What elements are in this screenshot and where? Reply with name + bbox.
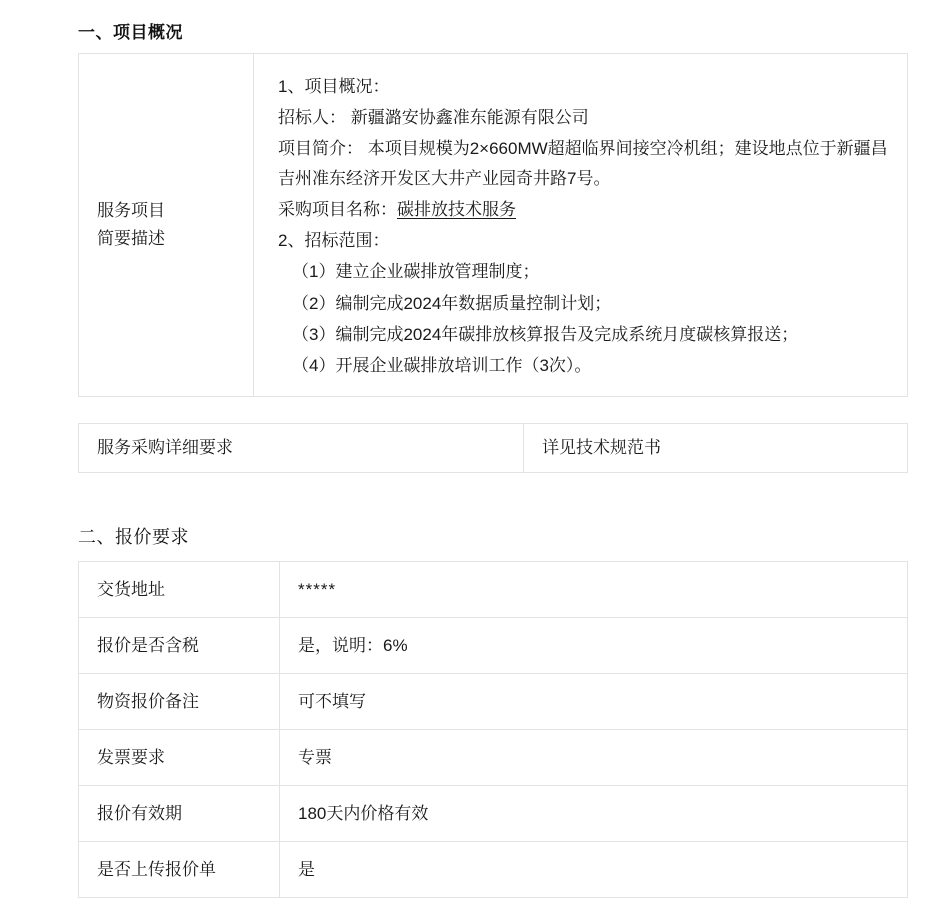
- procurement-label: 采购项目名称：: [278, 199, 397, 219]
- table-row: [79, 729, 908, 785]
- overview-line-scope-title: 2、招标范围：: [278, 231, 390, 251]
- service-detail-table: [78, 423, 908, 473]
- table-row: [79, 617, 908, 673]
- section-heading-price-requirements: 二、报价要求: [78, 526, 189, 547]
- overview-scope-item-4: （4）开展企业碳排放培训工作（3次）。: [292, 356, 592, 376]
- price-row-key-upload-quote: 是否上传报价单: [79, 841, 280, 897]
- spacer: [40, 397, 910, 423]
- price-row-value-delivery-address: *****: [280, 561, 908, 617]
- price-row-key-validity: 报价有效期: [79, 785, 280, 841]
- price-row-value-invoice: 专票: [280, 729, 908, 785]
- price-row-key-quote-remark: 物资报价备注: [79, 673, 280, 729]
- overview-line-1: 1、项目概况：: [278, 77, 390, 96]
- table-row: [79, 785, 908, 841]
- overview-line-bidder: 招标人： 新疆潞安协鑫准东能源有限公司: [278, 108, 589, 128]
- overview-scope-item-1: （1）建立企业碳排放管理制度；: [292, 262, 540, 282]
- table-row: [79, 841, 908, 897]
- table-row: [79, 673, 908, 729]
- service-description-body: [254, 54, 908, 397]
- price-row-value-validity: 180天内价格有效: [280, 785, 908, 841]
- price-row-value-quote-remark: 可不填写: [280, 673, 908, 729]
- price-row-key-invoice: 发票要求: [79, 729, 280, 785]
- table-row: [79, 561, 908, 617]
- service-description-label: [79, 54, 254, 397]
- project-overview-table: [78, 53, 908, 397]
- spacer: [40, 473, 910, 523]
- section-heading-project-overview: 一、项目概况: [78, 23, 183, 42]
- service-detail-label: 服务采购详细要求: [79, 424, 524, 473]
- overview-line-intro: 项目简介： 本项目规模为2×660MW超超临界间接空冷机组；建设地点位于新疆昌吉州准东经济开发区大井产业园奇井路7号。: [278, 139, 888, 188]
- price-row-value-tax-included: 是，说明：6%: [280, 617, 908, 673]
- price-row-key-tax-included: 报价是否含税: [79, 617, 280, 673]
- table-row: [79, 424, 908, 473]
- price-row-value-upload-quote: 是: [280, 841, 908, 897]
- service-detail-value: 详见技术规范书: [524, 424, 908, 473]
- overview-line-procurement: [278, 195, 889, 224]
- price-row-key-delivery-address: 交货地址: [79, 561, 280, 617]
- procurement-name: 碳排放技术服务: [397, 199, 516, 219]
- service-description-label-line2: 简要描述: [97, 229, 165, 249]
- table-row: [79, 54, 908, 397]
- service-description-label-line1: 服务项目: [97, 201, 165, 221]
- price-requirements-table: [78, 561, 908, 898]
- overview-scope-item-2: （2）编制完成2024年数据质量控制计划；: [292, 293, 612, 313]
- overview-scope-item-3: （3）编制完成2024年碳排放核算报告及完成系统月度碳核算报送；: [292, 324, 799, 344]
